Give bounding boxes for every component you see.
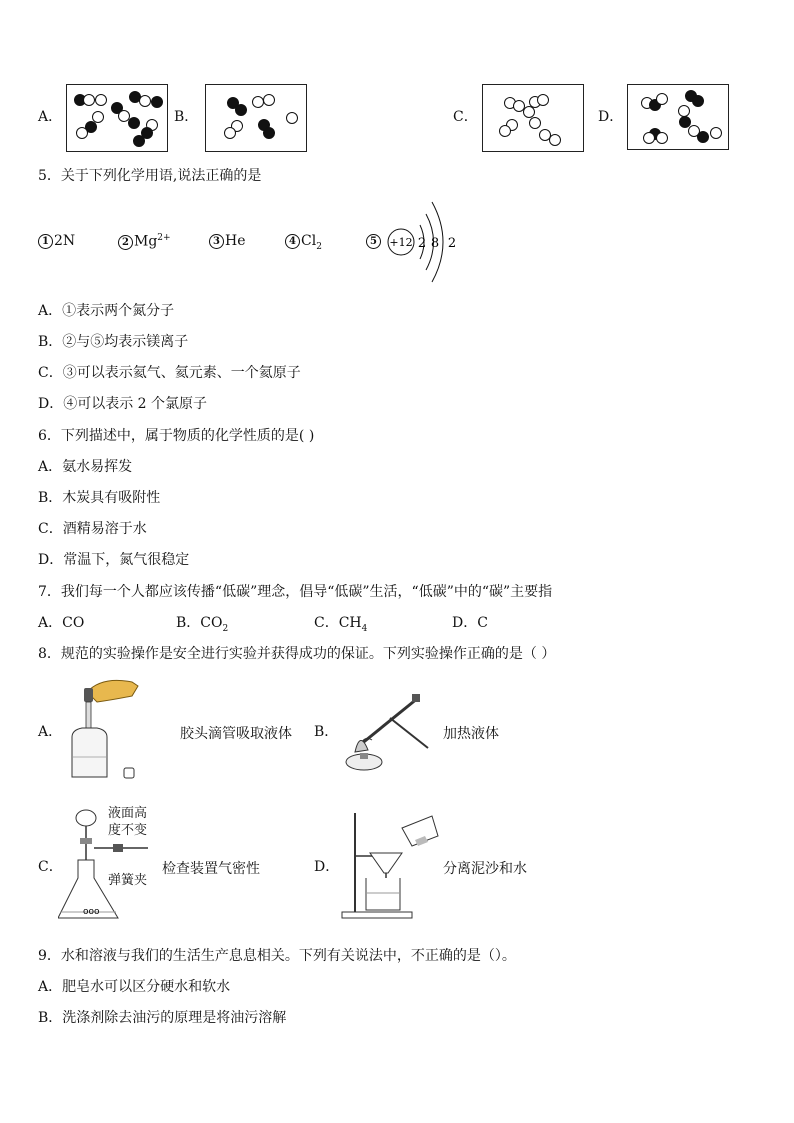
q7-option-d (452, 614, 488, 632)
q6-option-d: D．常温下，氮气很稳定 (38, 552, 190, 568)
option-text: C．CH (314, 615, 362, 631)
q4-option-a-label: A． (38, 109, 63, 125)
q6-option-a: A．氨水易挥发 (38, 459, 133, 475)
q9-option-b: B．洗涤剂除去油污的原理是将油污溶解 (38, 1010, 287, 1026)
nucleus-charge: +12 (389, 236, 413, 249)
filtration-illustration (340, 808, 445, 923)
circled-number-1: 1 (38, 234, 53, 249)
annotation-level-line1: 液面高 (108, 806, 148, 821)
q7-option-c (314, 614, 367, 638)
q9-stem: 9．水和溶液与我们的生活生产息息相关。下列有关说法中，不正确的是（）。 (38, 948, 516, 964)
dropper-illustration (62, 672, 152, 782)
q4-particle-box-d (627, 84, 729, 150)
option-text: B．CO (176, 615, 223, 631)
q5-option-b: B．②与⑤均表示镁离子 (38, 334, 189, 350)
annotation-clamp: 弹簧夹 (108, 873, 148, 888)
option-text: A．CO (38, 615, 85, 631)
heating-illustration (340, 690, 435, 780)
q8-option-d-caption: 分离泥沙和水 (443, 861, 527, 877)
symbol-text: He (225, 233, 246, 249)
q9-option-a: A．肥皂水可以区分硬水和软水 (38, 979, 231, 995)
option-subscript: 2 (222, 623, 229, 634)
symbol-charge: 2+ (157, 233, 171, 243)
circled-number-3: 3 (209, 234, 224, 249)
q8-option-b-caption: 加热液体 (443, 726, 499, 742)
q4-option-c-label: C． (453, 109, 478, 125)
q8-stem: 8．规范的实验操作是安全进行实验并获得成功的保证。下列实验操作正确的是（ ） (38, 646, 556, 662)
q6-stem: 6．下列描述中，属于物质的化学性质的是( ) (38, 428, 315, 444)
q8-option-b-label: B． (314, 724, 339, 740)
annotation-level-line2: 度不变 (108, 823, 148, 838)
shell-2-electrons: 8 (430, 236, 440, 251)
option-subscript: 4 (361, 623, 368, 634)
circled-number-2: 2 (118, 235, 133, 250)
q4-option-b-label: B． (174, 109, 199, 125)
symbol-text: 2N (54, 233, 76, 249)
q7-option-b (176, 614, 228, 638)
q5-symbol-2 (118, 233, 171, 250)
atom-structure-diagram (386, 192, 466, 292)
q5-symbol-4 (285, 233, 322, 252)
q4-option-d-label: D． (598, 109, 624, 125)
q4-particle-box-b (205, 84, 307, 152)
symbol-text: Mg (134, 233, 158, 250)
q7-option-a (38, 614, 84, 632)
circled-number-4: 4 (285, 234, 300, 249)
q5-symbol-3 (209, 233, 246, 249)
svg-text:ooo: ooo (83, 907, 100, 917)
q8-option-a-label: A． (38, 724, 63, 740)
q5-symbol-1 (38, 233, 75, 249)
q6-option-b: B．木炭具有吸附性 (38, 490, 161, 506)
q5-symbol-5 (366, 233, 382, 249)
symbol-subscript: 2 (316, 241, 322, 252)
circled-number-5: 5 (366, 234, 381, 249)
q8-option-a-caption: 胶头滴管吸取液体 (180, 726, 292, 742)
shell-1-electrons: 2 (417, 236, 427, 251)
q5-option-d: D．④可以表示 2 个氯原子 (38, 396, 208, 412)
q7-stem: 7．我们每一个人都应该传播“低碳”理念，倡导“低碳”生活，“低碳”中的“碳”主要指 (38, 584, 553, 600)
shell-3-electrons: 2 (447, 236, 457, 251)
q5-stem: 5．关于下列化学用语,说法正确的是 (38, 168, 262, 184)
symbol-text: Cl (301, 233, 317, 249)
q8-option-d-label: D． (314, 859, 340, 875)
q8-option-c-caption: 检查装置气密性 (162, 861, 260, 877)
q4-particle-box-c (482, 84, 584, 152)
q6-option-c: C．酒精易溶于水 (38, 521, 147, 537)
q5-option-a: A．①表示两个氮分子 (38, 303, 175, 319)
option-text: D．C (452, 615, 488, 631)
q8-option-c-label: C． (38, 859, 63, 875)
q4-particle-box-a (66, 84, 168, 152)
q5-option-c: C．③可以表示氦气、氦元素、一个氦原子 (38, 365, 301, 381)
